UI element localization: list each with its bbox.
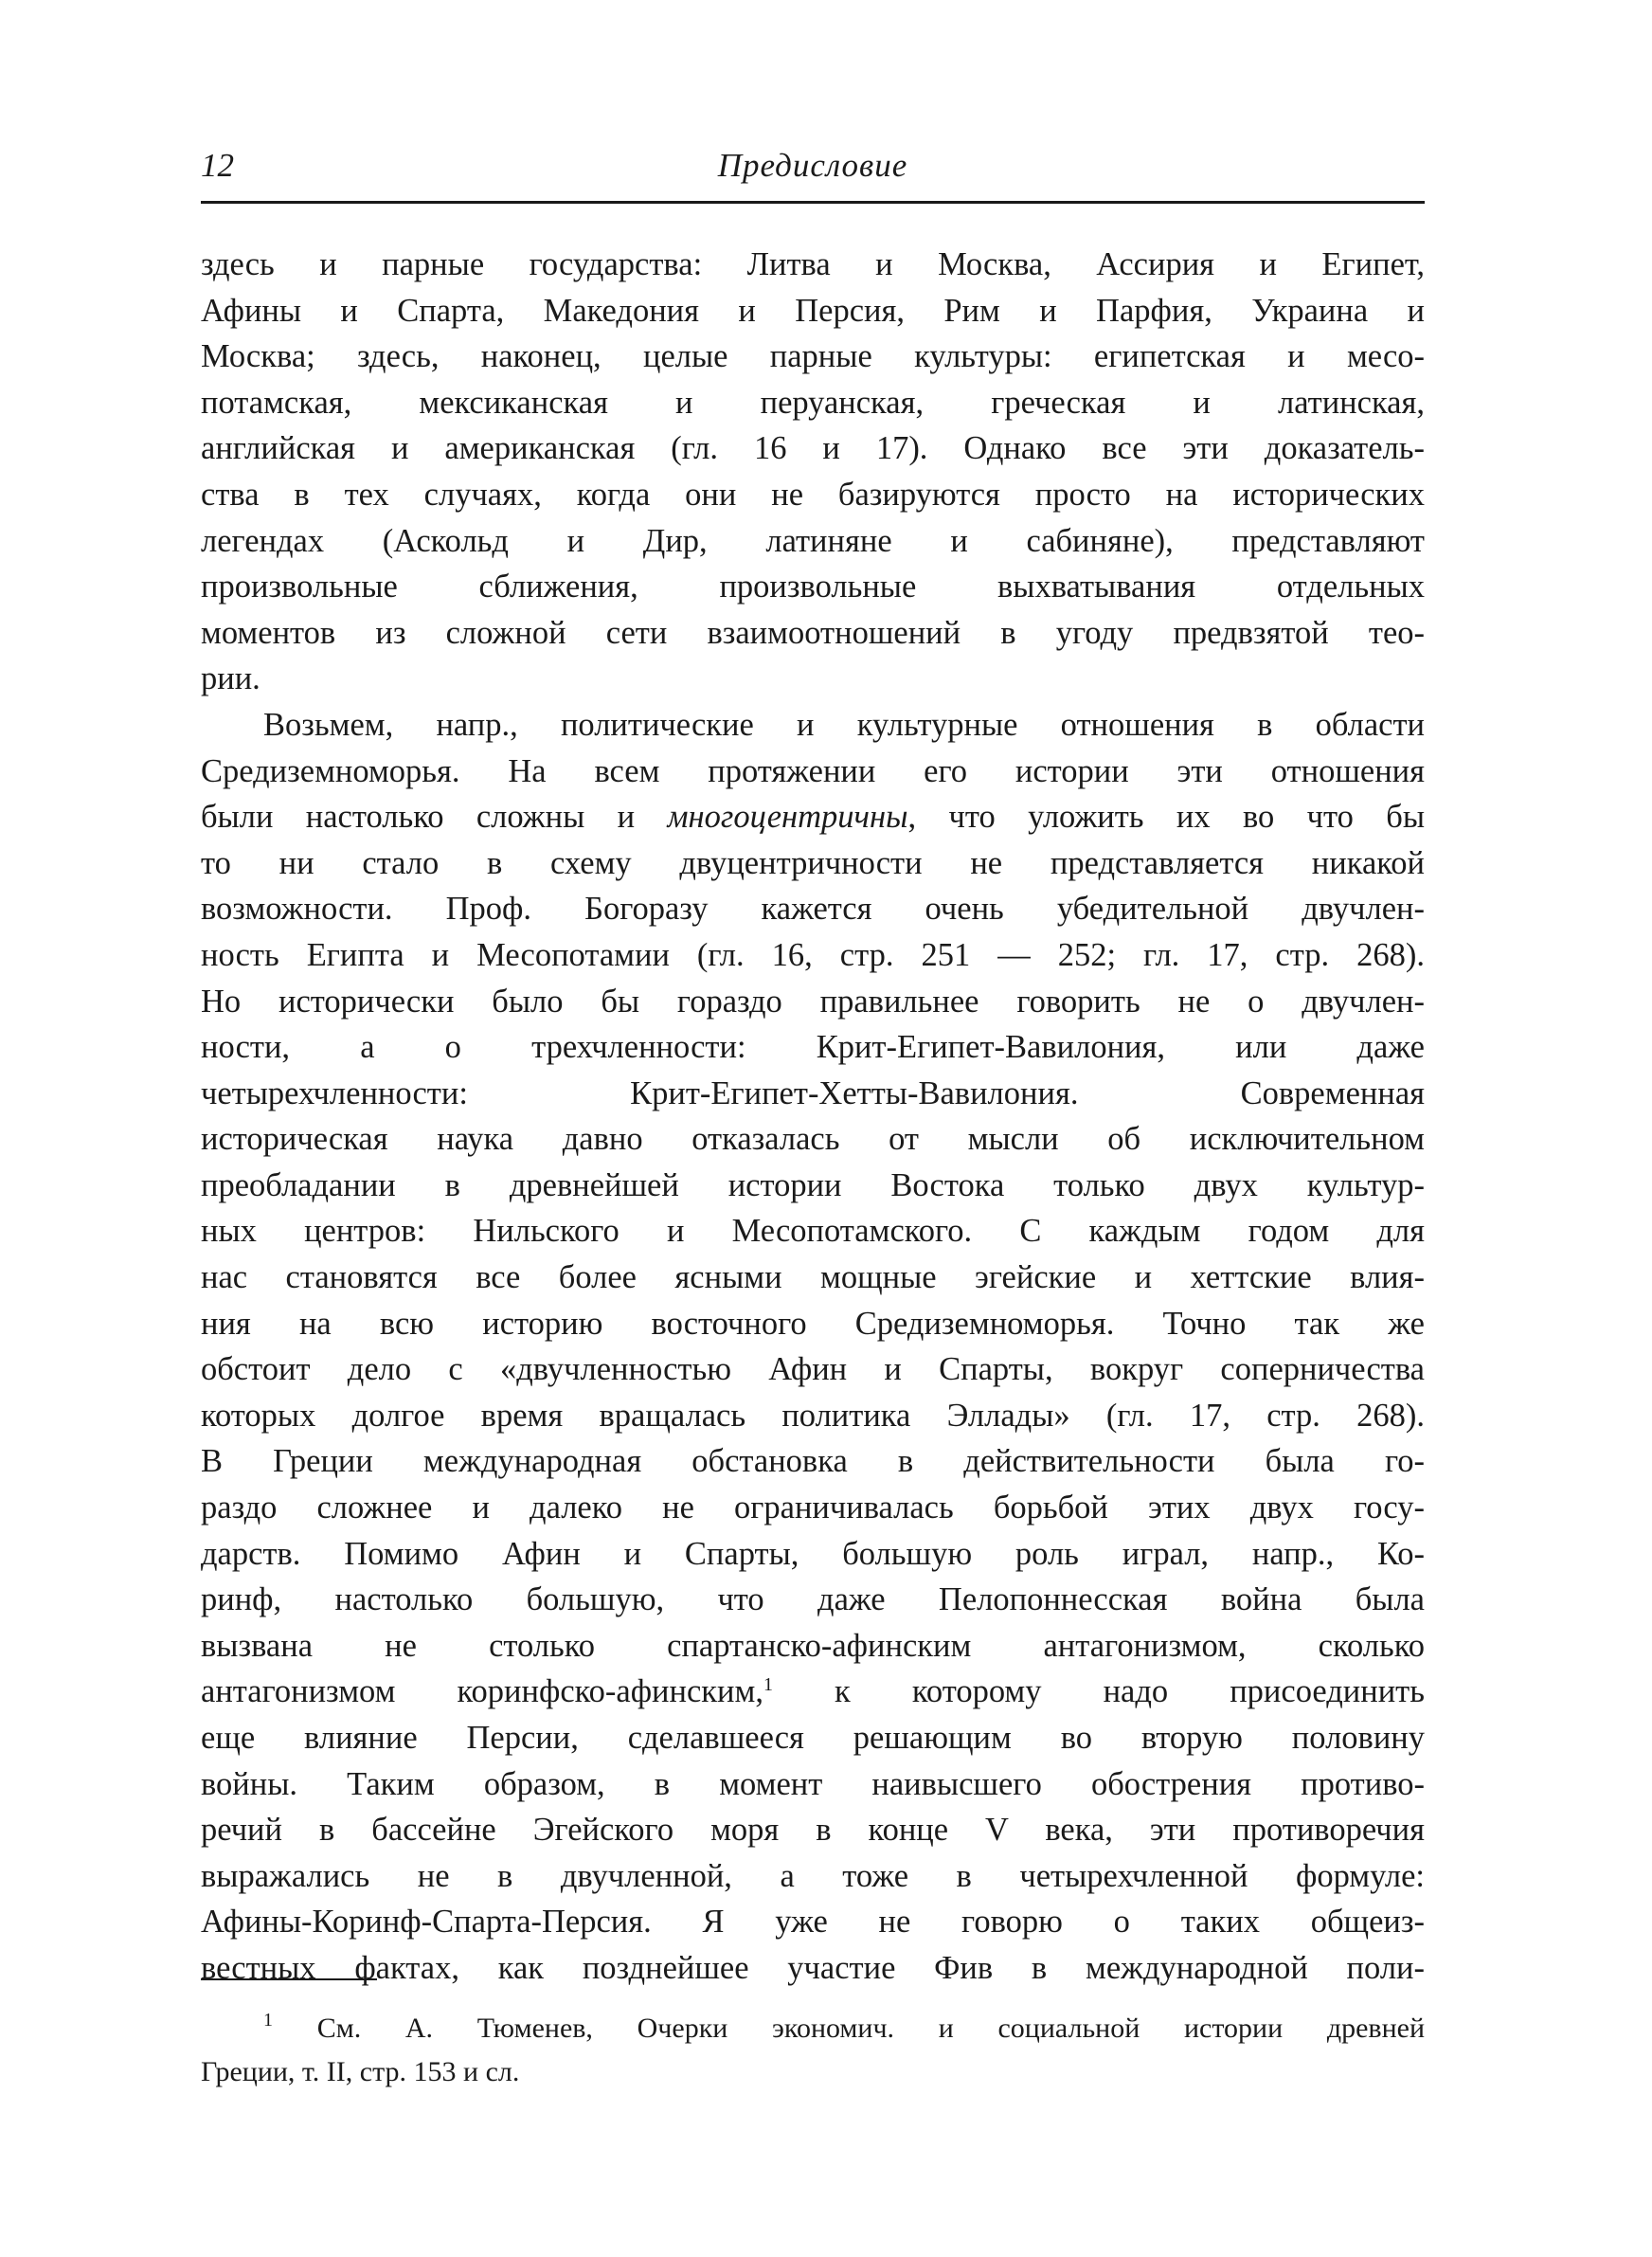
text-line: то ни стало в схему двуцентричности не представляется никакой: [201, 844, 1425, 881]
text-line: моментов из сложной сети взаимоотношений в угоду предвзятой тео-: [201, 614, 1425, 651]
footnote-text: См. А. Тюменев, Очерки экономич. и социальной истории древней: [316, 2013, 1425, 2044]
text-line: легендах (Аскольд и Дир, латиняне и сабиняне), представляют: [201, 522, 1425, 559]
text-line: обстоит дело с «двучленностью Афин и Спарты, вокруг соперничества: [201, 1351, 1425, 1388]
text-line-with-footnote-ref: [201, 1669, 1425, 1715]
text-line: ства в тех случаях, когда они не базируются просто на исторических: [201, 476, 1425, 513]
text-line: вызвана не столько спартанско-афинским антагонизмом, сколько: [201, 1627, 1425, 1664]
text-segment: , что уложить их во что бы: [907, 799, 1425, 836]
text-line: английская и американская (гл. 16 и 17). Однако все эти доказатель-: [201, 430, 1425, 467]
footnote-reference[interactable]: 1: [763, 1674, 773, 1696]
text-line: вестных фактах, как позднейшее участие Фив в международной поли-: [201, 1949, 1425, 1986]
text-segment: антагонизмом коринфско-афинским,: [201, 1673, 763, 1710]
text-line: речий в бассейне Эгейского моря в конце V века, эти противоречия: [201, 1812, 1425, 1849]
text-line: еще влияние Персии, сделавшееся решающим во вторую половину: [201, 1720, 1425, 1756]
text-line: выражались не в двучленной, а тоже в четырехчленной формуле:: [201, 1857, 1425, 1894]
text-line: возможности. Проф. Богоразу кажется очень убедительной двучлен-: [201, 891, 1425, 928]
footnote-line: [201, 2007, 1425, 2050]
footnote-line: Греции, т. II, стр. 153 и сл.: [201, 2056, 520, 2087]
text-line: произвольные сближения, произвольные выхватывания отдельных: [201, 569, 1425, 605]
body-text: [201, 242, 1425, 1992]
footnote-mark: 1: [263, 2010, 273, 2031]
text-line: ринф, настолько большую, что даже Пелопоннесская война была: [201, 1581, 1425, 1618]
text-line-with-italic: [201, 794, 1425, 840]
header-rule: [201, 201, 1425, 204]
text-line: историческая наука давно отказалась от мысли об исключительном: [201, 1121, 1425, 1158]
paragraph-start-line: Возьмем, напр., политические и культурные отношения в области: [263, 706, 1425, 743]
text-line: нас становятся все более ясными мощные эгейские и хеттские влия-: [201, 1259, 1425, 1296]
text-line: Но исторически было бы гораздо правильнее говорить не о двучлен-: [201, 983, 1425, 1020]
text-segment: были настолько сложны и: [201, 799, 636, 836]
text-line: дарств. Помимо Афин и Спарты, большую роль играл, напр., Ко-: [201, 1535, 1425, 1572]
text-line: ность Египта и Месопотамии (гл. 16, стр. 251 — 252; гл. 17, стр. 268).: [201, 936, 1425, 973]
footnotes: [201, 2007, 1425, 2094]
text-line: потамская, мексиканская и перуанская, греческая и латинская,: [201, 384, 1425, 421]
text-line: раздо сложнее и далеко не ограничивалась борьбой этих двух госу-: [201, 1490, 1425, 1526]
text-line: ных центров: Нильского и Месопотамского. С каждым годом для: [201, 1213, 1425, 1250]
text-line: Афины-Коринф-Спарта-Персия. Я уже не говорю о таких общеиз-: [201, 1904, 1425, 1941]
footnote-rule: [201, 1978, 377, 1980]
text-line: Москва; здесь, наконец, целые парные культуры: египетская и месо-: [201, 338, 1425, 375]
running-head: [201, 142, 1425, 197]
text-line: рии.: [201, 660, 260, 697]
italic-emphasis: многоцентричны: [667, 799, 908, 836]
text-line: войны. Таким образом, в момент наивысшего обострения противо-: [201, 1765, 1425, 1802]
text-line: Средиземноморья. На всем протяжении его истории эти отношения: [201, 752, 1425, 789]
text-line: которых долгое время вращалась политика Эллады» (гл. 17, стр. 268).: [201, 1397, 1425, 1434]
text-line: Афины и Спарта, Македония и Персия, Рим и Парфия, Украина и: [201, 292, 1425, 329]
text-line: ния на всю историю восточного Средиземноморья. Точно так же: [201, 1305, 1425, 1342]
text-segment: к которому надо присоединить: [835, 1673, 1425, 1710]
page-number: 12: [201, 147, 234, 184]
text-line: четырехчленности: Крит-Египет-Хетты-Вавилония. Современная: [201, 1074, 1425, 1111]
text-line: здесь и парные государства: Литва и Москва, Ассирия и Египет,: [201, 246, 1425, 282]
text-line: В Греции международная обстановка в действительности была го-: [201, 1443, 1425, 1480]
text-line: ности, а о трехчленности: Крит-Египет-Вавилония, или даже: [201, 1029, 1425, 1066]
page-header-title: Предисловие: [717, 147, 908, 184]
text-line: преобладании в древнейшей истории Востока только двух культур-: [201, 1166, 1425, 1203]
